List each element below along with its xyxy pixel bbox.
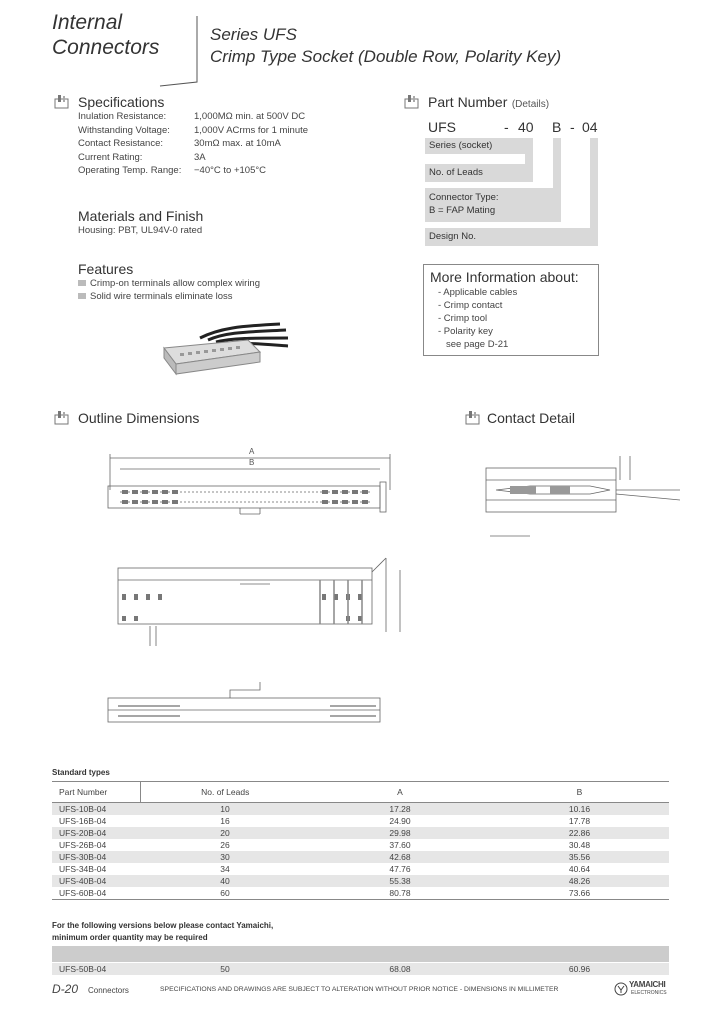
- spec-value: 1,000MΩ min. at 500V DC: [194, 111, 306, 122]
- more-info-item: - Crimp tool: [438, 313, 488, 324]
- contact-title: Contact Detail: [487, 410, 575, 426]
- more-info-item: - Crimp contact: [438, 300, 503, 311]
- table-row: UFS-50B-04 50 68.08 60.96: [52, 963, 669, 975]
- table-row: UFS-26B-04 26 37.60 30.48: [59, 840, 591, 850]
- pn-type: B: [552, 119, 562, 135]
- part-number-title: Part Number (Details): [428, 94, 550, 110]
- footer-section: Connectors: [88, 986, 129, 995]
- standard-types-title: Standard types: [52, 768, 110, 777]
- col-b: B: [490, 782, 669, 803]
- section-icon: [402, 94, 420, 110]
- specifications-list: [78, 110, 398, 180]
- footer-brand: YAMAICHI: [629, 980, 666, 989]
- specifications-title: Specifications: [78, 94, 165, 110]
- col-leads: No. of Leads: [140, 782, 310, 803]
- pn-connector: [525, 138, 533, 164]
- contact-note-line: minimum order quantity may be required: [52, 933, 208, 942]
- spec-label: Operating Temp. Range:: [78, 165, 182, 176]
- pn-connector: [553, 138, 561, 188]
- outline-drawing: [90, 450, 420, 750]
- category-line-2: Connectors: [52, 36, 160, 59]
- spec-label: Inulation Resistance:: [78, 111, 167, 122]
- contact-note: [52, 920, 273, 944]
- product-name: Crimp Type Socket (Double Row, Polarity Key): [210, 47, 562, 66]
- table-row: UFS-40B-04 40 55.38 48.26: [52, 875, 669, 887]
- special-header-bar: [52, 946, 669, 962]
- feature-item: Solid wire terminals eliminate loss: [78, 290, 233, 303]
- features-title: Features: [78, 261, 134, 277]
- spec-label: Current Rating:: [78, 151, 143, 163]
- more-info-title: More Information about:: [430, 269, 579, 285]
- table-header: [52, 782, 669, 803]
- pn-design: 04: [582, 119, 598, 135]
- section-icon: [52, 410, 70, 426]
- contact-note-line: For the following versions below please contact Yamaichi,: [52, 921, 274, 930]
- table-row: UFS-30B-04 30 42.68 35.56: [52, 851, 669, 863]
- more-info-item: - Polarity key: [438, 326, 493, 337]
- contact-drawing: [470, 450, 690, 550]
- spec-label: Withstanding Voltage:: [78, 124, 170, 136]
- section-icon: [463, 410, 481, 426]
- standard-types-table: [52, 781, 669, 900]
- dim-label-b: B: [249, 458, 255, 467]
- page-number: D-20: [52, 982, 79, 996]
- section-icon: [52, 94, 70, 110]
- category-line-1: Internal: [52, 11, 123, 34]
- bullet-icon: [78, 293, 86, 299]
- footer-notice: SPECIFICATIONS AND DRAWINGS ARE SUBJECT TO ALTERATION WITHOUT PRIOR NOTICE - DIMENSIONS IN MILLIMETER: [160, 986, 559, 993]
- more-info-item: see page D-21: [446, 339, 509, 350]
- special-table: [52, 963, 669, 975]
- table-row: UFS-34B-04 34 47.76 40.64: [59, 864, 591, 874]
- outline-title: Outline Dimensions: [78, 410, 200, 426]
- header-divider: [150, 14, 200, 90]
- yamaichi-logo-icon: [614, 982, 628, 996]
- col-a: A: [310, 782, 490, 803]
- pn-dash: -: [570, 119, 575, 135]
- pn-label-series: Series (socket): [425, 138, 525, 154]
- pn-dash: -: [504, 119, 509, 135]
- materials-title: Materials and Finish: [78, 208, 204, 224]
- pn-connector: [590, 138, 598, 228]
- pn-label-design: Design No.: [425, 228, 598, 246]
- pn-leads: 40: [518, 119, 534, 135]
- spec-value: 3A: [194, 151, 206, 163]
- dim-label-a: A: [249, 447, 255, 456]
- more-info-item: - Applicable cables: [438, 287, 518, 298]
- category-title: [52, 10, 159, 60]
- pn-prefix: UFS: [428, 119, 456, 135]
- pn-label-leads: No. of Leads: [425, 164, 533, 182]
- materials-housing: Housing: PBT, UL94V-0 rated: [78, 225, 203, 236]
- spec-value: 1,000V ACrms for 1 minute: [194, 124, 309, 136]
- table-row: UFS-10B-04 10 17.28 10.16: [52, 803, 669, 816]
- spec-value: −40°C to +105°C: [194, 165, 267, 176]
- col-part-number: Part Number: [52, 782, 140, 803]
- table-row: UFS-60B-04 60 80.78 73.66: [52, 887, 669, 900]
- table-row: UFS-20B-04 20 29.98 22.86: [52, 827, 669, 839]
- feature-item: Crimp-on terminals allow complex wiring: [78, 277, 260, 290]
- series-title: [210, 24, 561, 68]
- connector-photo: [160, 318, 290, 378]
- pn-label-type: Connector Type: B = FAP Mating: [425, 188, 561, 222]
- series-name: Series UFS: [210, 25, 297, 44]
- spec-label: Contact Resistance:: [78, 138, 164, 149]
- footer-brand-sub: ELECTRONICS: [631, 990, 667, 996]
- table-row: UFS-16B-04 16 24.90 17.78: [59, 816, 591, 826]
- spec-value: 30mΩ max. at 10mA: [194, 138, 281, 149]
- bullet-icon: [78, 280, 86, 286]
- more-info-box: [423, 264, 599, 356]
